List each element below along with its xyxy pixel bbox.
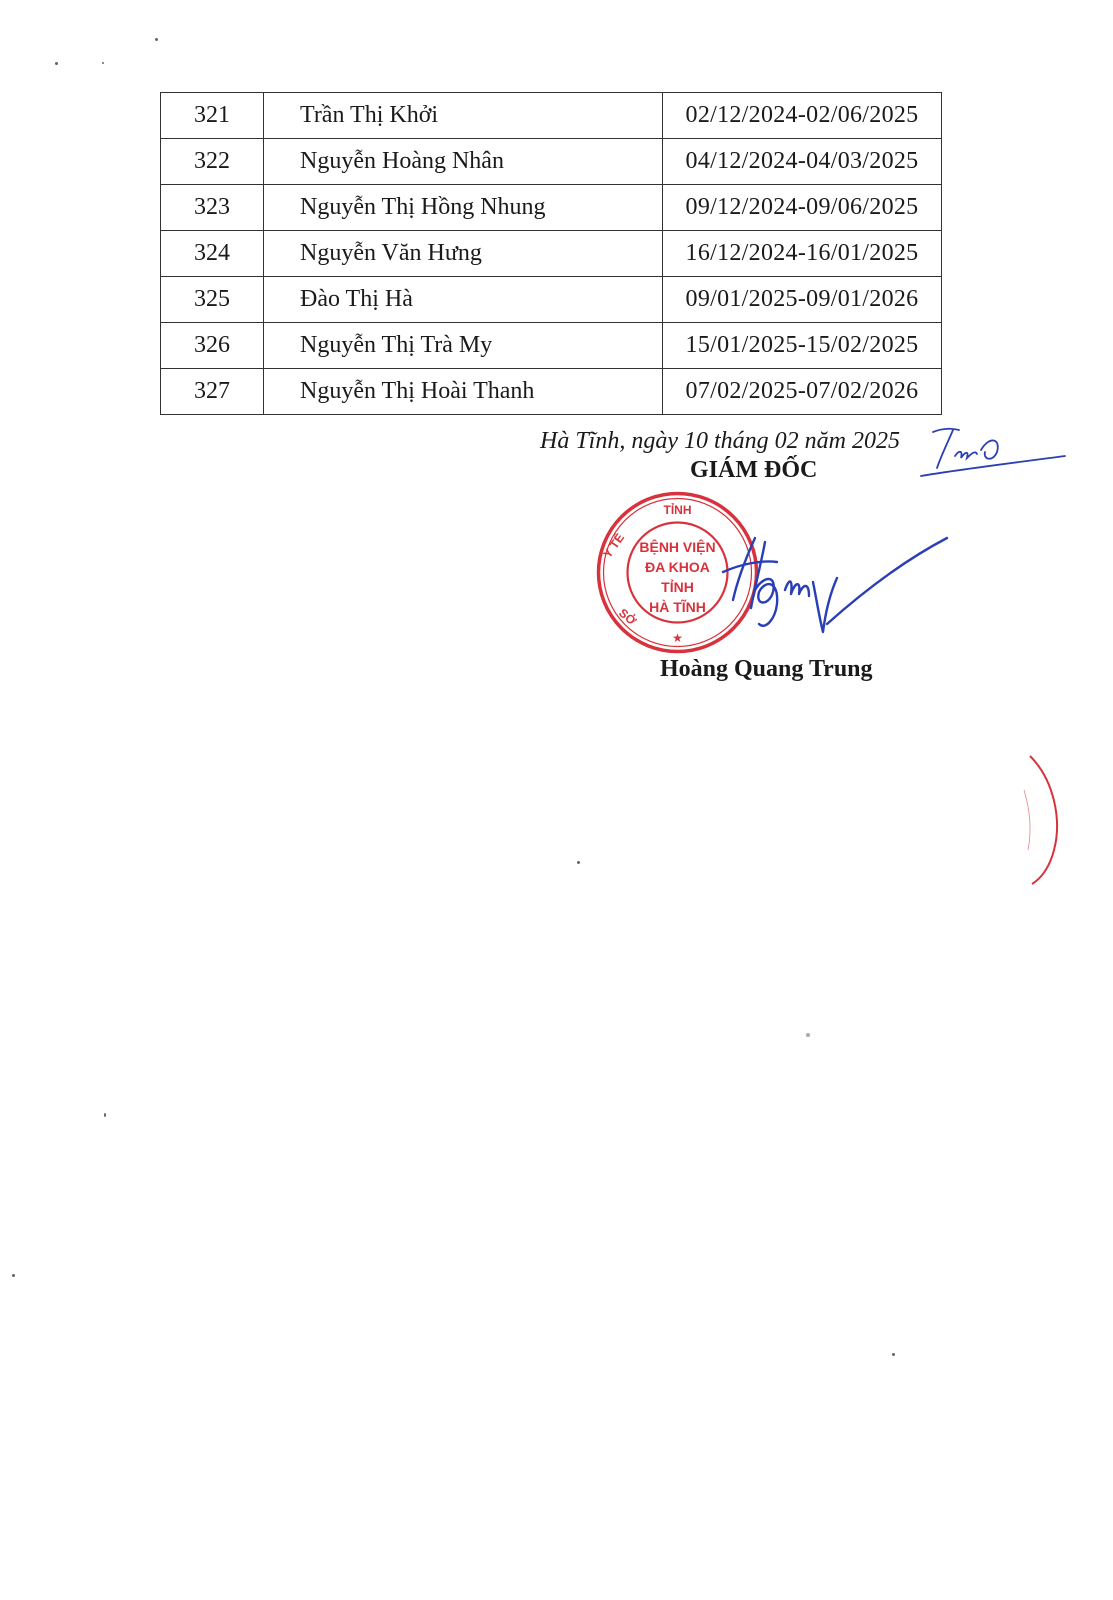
row-number: 327 xyxy=(161,369,264,415)
row-period: 02/12/2024-02/06/2025 xyxy=(663,93,942,139)
scan-speck xyxy=(577,861,580,864)
row-name: Nguyễn Thị Trà My xyxy=(264,323,663,369)
row-period: 07/02/2025-07/02/2026 xyxy=(663,369,942,415)
row-period: 04/12/2024-04/03/2025 xyxy=(663,139,942,185)
seal-line-1: BỆNH VIỆN xyxy=(639,539,716,555)
director-signature xyxy=(715,520,965,660)
signer-name: Hoàng Quang Trung xyxy=(660,656,873,682)
row-number: 325 xyxy=(161,277,264,323)
seal-line-3: TỈNH xyxy=(661,579,694,595)
initial-signature xyxy=(915,420,1075,490)
scan-speck xyxy=(12,1274,15,1277)
row-name: Nguyễn Hoàng Nhân xyxy=(264,139,663,185)
scan-speck xyxy=(806,1033,810,1037)
seal-line-4: HÀ TĨNH xyxy=(649,599,706,615)
initial-signature-strokes xyxy=(921,429,1065,476)
table-row xyxy=(161,139,942,185)
seal-star: ★ xyxy=(672,631,683,645)
table-row xyxy=(161,185,942,231)
scan-speck xyxy=(55,62,58,65)
signature-strokes xyxy=(723,538,947,632)
seal-right-text: SỞ xyxy=(616,605,640,629)
seal-line-2: ĐA KHOA xyxy=(645,559,710,575)
row-name: Nguyễn Thị Hồng Nhung xyxy=(264,185,663,231)
row-period: 09/12/2024-09/06/2025 xyxy=(663,185,942,231)
row-name: Nguyễn Văn Hưng xyxy=(264,231,663,277)
seal-top-text: TỈNH xyxy=(663,503,692,517)
row-period: 15/01/2025-15/02/2025 xyxy=(663,323,942,369)
row-period: 09/01/2025-09/01/2026 xyxy=(663,277,942,323)
row-name: Nguyễn Thị Hoài Thanh xyxy=(264,369,663,415)
row-number: 326 xyxy=(161,323,264,369)
table-row xyxy=(161,93,942,139)
scan-speck xyxy=(102,62,104,64)
signer-title: GIÁM ĐỐC xyxy=(690,457,818,483)
row-number: 323 xyxy=(161,185,264,231)
scan-speck xyxy=(155,38,158,41)
table-row xyxy=(161,323,942,369)
place-date-line: Hà Tĩnh, ngày 10 tháng 02 năm 2025 xyxy=(540,428,900,454)
row-period: 16/12/2024-16/01/2025 xyxy=(663,231,942,277)
table-row xyxy=(161,277,942,323)
seal-left-text: Y TẾ xyxy=(600,530,628,561)
partial-seal-edge xyxy=(1010,750,1070,890)
row-name: Trần Thị Khởi xyxy=(264,93,663,139)
table-row xyxy=(161,369,942,415)
scan-speck xyxy=(892,1353,895,1356)
row-number: 321 xyxy=(161,93,264,139)
row-number: 324 xyxy=(161,231,264,277)
row-name: Đào Thị Hà xyxy=(264,277,663,323)
scan-speck xyxy=(104,1113,106,1117)
staff-table xyxy=(160,92,942,415)
row-number: 322 xyxy=(161,139,264,185)
table-row xyxy=(161,231,942,277)
